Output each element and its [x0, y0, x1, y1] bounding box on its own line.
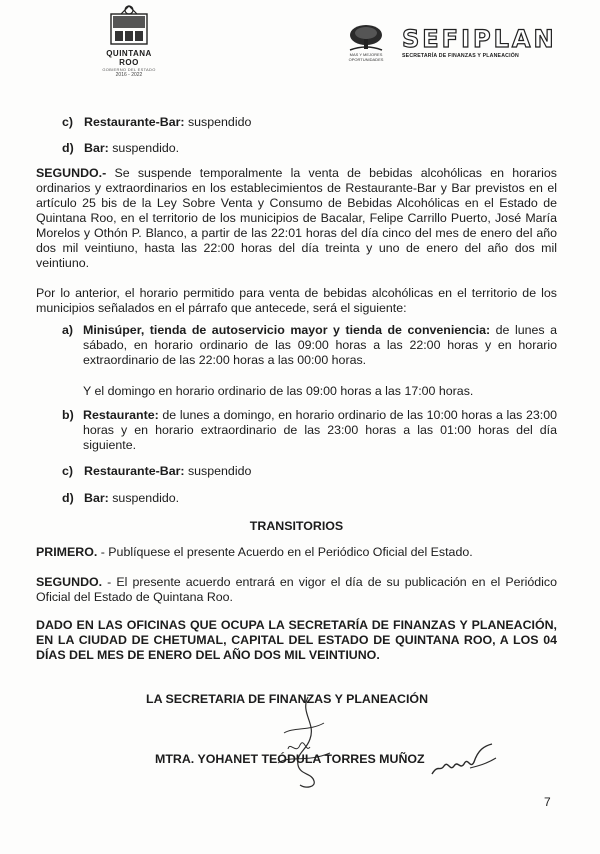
- item-text: suspendido: [184, 464, 252, 478]
- paragraph-text: Se suspende temporalmente la venta de bebidas alcohólicas en horarios ordinarios y extraordinarios en los establecimientos de Restaurante-Bar y Bar previstos en el artículo 25 bis de la Ley Sobre Venta y Consumo de Bebidas Alcohólicas en el Estado de Quintana Roo, en el territorio de los municipios de Bacalar, Felipe Carrillo Puerto, José María Morelos y Othón P. Blanco, a partir de las 22:01 horas del día cinco del mes de enero del año dos mil veintiuno, hasta las 22:00 horas del día treinta y uno de enero del año dos mil veintiuno.: [36, 166, 557, 270]
- item-title: Bar:: [84, 141, 109, 155]
- top-item-d: [62, 141, 542, 156]
- primero-paragraph: [36, 545, 557, 560]
- item-title: Restaurante-Bar:: [84, 464, 185, 478]
- agency-name: SECRETARÍA DE FINANZAS Y PLANEACIÓN: [402, 53, 519, 59]
- state-name: QUINTANA ROO: [106, 49, 152, 67]
- item-text: suspendido: [184, 115, 252, 129]
- state-motto: GOBIERNO DEL ESTADO: [102, 67, 156, 72]
- signature-icon: [270, 693, 340, 793]
- paragraph-text: - El presente acuerdo entrará en vigor el día de su publicación en el Periódico Oficial del Estado de Quintana Roo.: [36, 575, 557, 604]
- quintana-roo-logo: [100, 4, 158, 78]
- item-b: [83, 408, 557, 453]
- tree-caption: MAS Y MEJORES OPORTUNIDADES: [348, 52, 384, 62]
- item-a: [83, 323, 557, 368]
- item-marker: d): [62, 491, 74, 505]
- segundo-paragraph: [36, 166, 557, 271]
- item-c: [62, 464, 542, 479]
- item-title: Bar:: [84, 491, 109, 505]
- item-marker: b): [62, 408, 74, 422]
- item-title: Restaurante-Bar:: [84, 115, 185, 129]
- item-marker: d): [62, 141, 74, 155]
- initials-signature-icon: [430, 740, 498, 780]
- dado-paragraph: DADO EN LAS OFICINAS QUE OCUPA LA SECRETARÍA DE FINANZAS Y PLANEACIÓN, EN LA CIUDAD DE CHETUMAL, CAPITAL DEL ESTADO DE QUINTANA ROO, A LOS 04 DÍAS DEL MES DE ENERO DEL AÑO DOS MIL VEINTIUNO.: [36, 618, 557, 662]
- paragraph-lead: SEGUNDO.: [36, 575, 103, 589]
- paragraph-lead: SEGUNDO.-: [36, 166, 107, 180]
- item-d: [62, 491, 542, 506]
- segundo-transitorio-paragraph: [36, 575, 557, 605]
- paragraph-text: - Publíquese el presente Acuerdo en el Periódico Oficial del Estado.: [97, 545, 473, 559]
- item-title: Minisúper, tienda de autoservicio mayor y tienda de conveniencia:: [83, 323, 491, 337]
- top-item-c: [62, 115, 542, 130]
- state-years: 2016 - 2022: [115, 72, 143, 78]
- item-title: Restaurante:: [83, 408, 159, 422]
- sefiplan-logo: [346, 22, 557, 62]
- item-marker: a): [62, 323, 74, 337]
- item-a-sunday: Y el domingo en horario ordinario de las 09:00 horas a las 17:00 horas.: [83, 384, 474, 398]
- state-emblem-icon: [109, 4, 149, 48]
- item-text: suspendido.: [108, 491, 180, 505]
- item-marker: c): [62, 464, 74, 478]
- paragraph-lead: PRIMERO.: [36, 545, 98, 559]
- agency-acronym: SEFIPLAN: [402, 25, 557, 53]
- item-marker: c): [62, 115, 74, 129]
- horario-intro: Por lo anterior, el horario permitido para venta de bebidas alcohólicas en el territorio de los municipios señalados en el párrafo que antecede, será el siguiente:: [36, 286, 557, 315]
- item-text: de lunes a sábado, en horario ordinario de las 09:00 horas a las 22:00 horas y en horario extraordinario de las 22:00 horas a las 00:00 horas.: [83, 323, 558, 367]
- signatory-name: MTRA. YOHANET TEÓDULA TORRES MUÑOZ: [155, 752, 425, 766]
- transitorios-heading: TRANSITORIOS: [249, 519, 344, 533]
- page-number: 7: [544, 795, 551, 809]
- signatory-office: LA SECRETARIA DE FINANZAS Y PLANEACIÓN: [146, 692, 429, 706]
- item-text: suspendido.: [108, 141, 180, 155]
- item-text: de lunes a domingo, en horario ordinario de las 10:00 horas a las 23:00 horas y en horario extraordinario de las 23:00 horas a las 01:00 horas del día siguiente.: [83, 408, 557, 452]
